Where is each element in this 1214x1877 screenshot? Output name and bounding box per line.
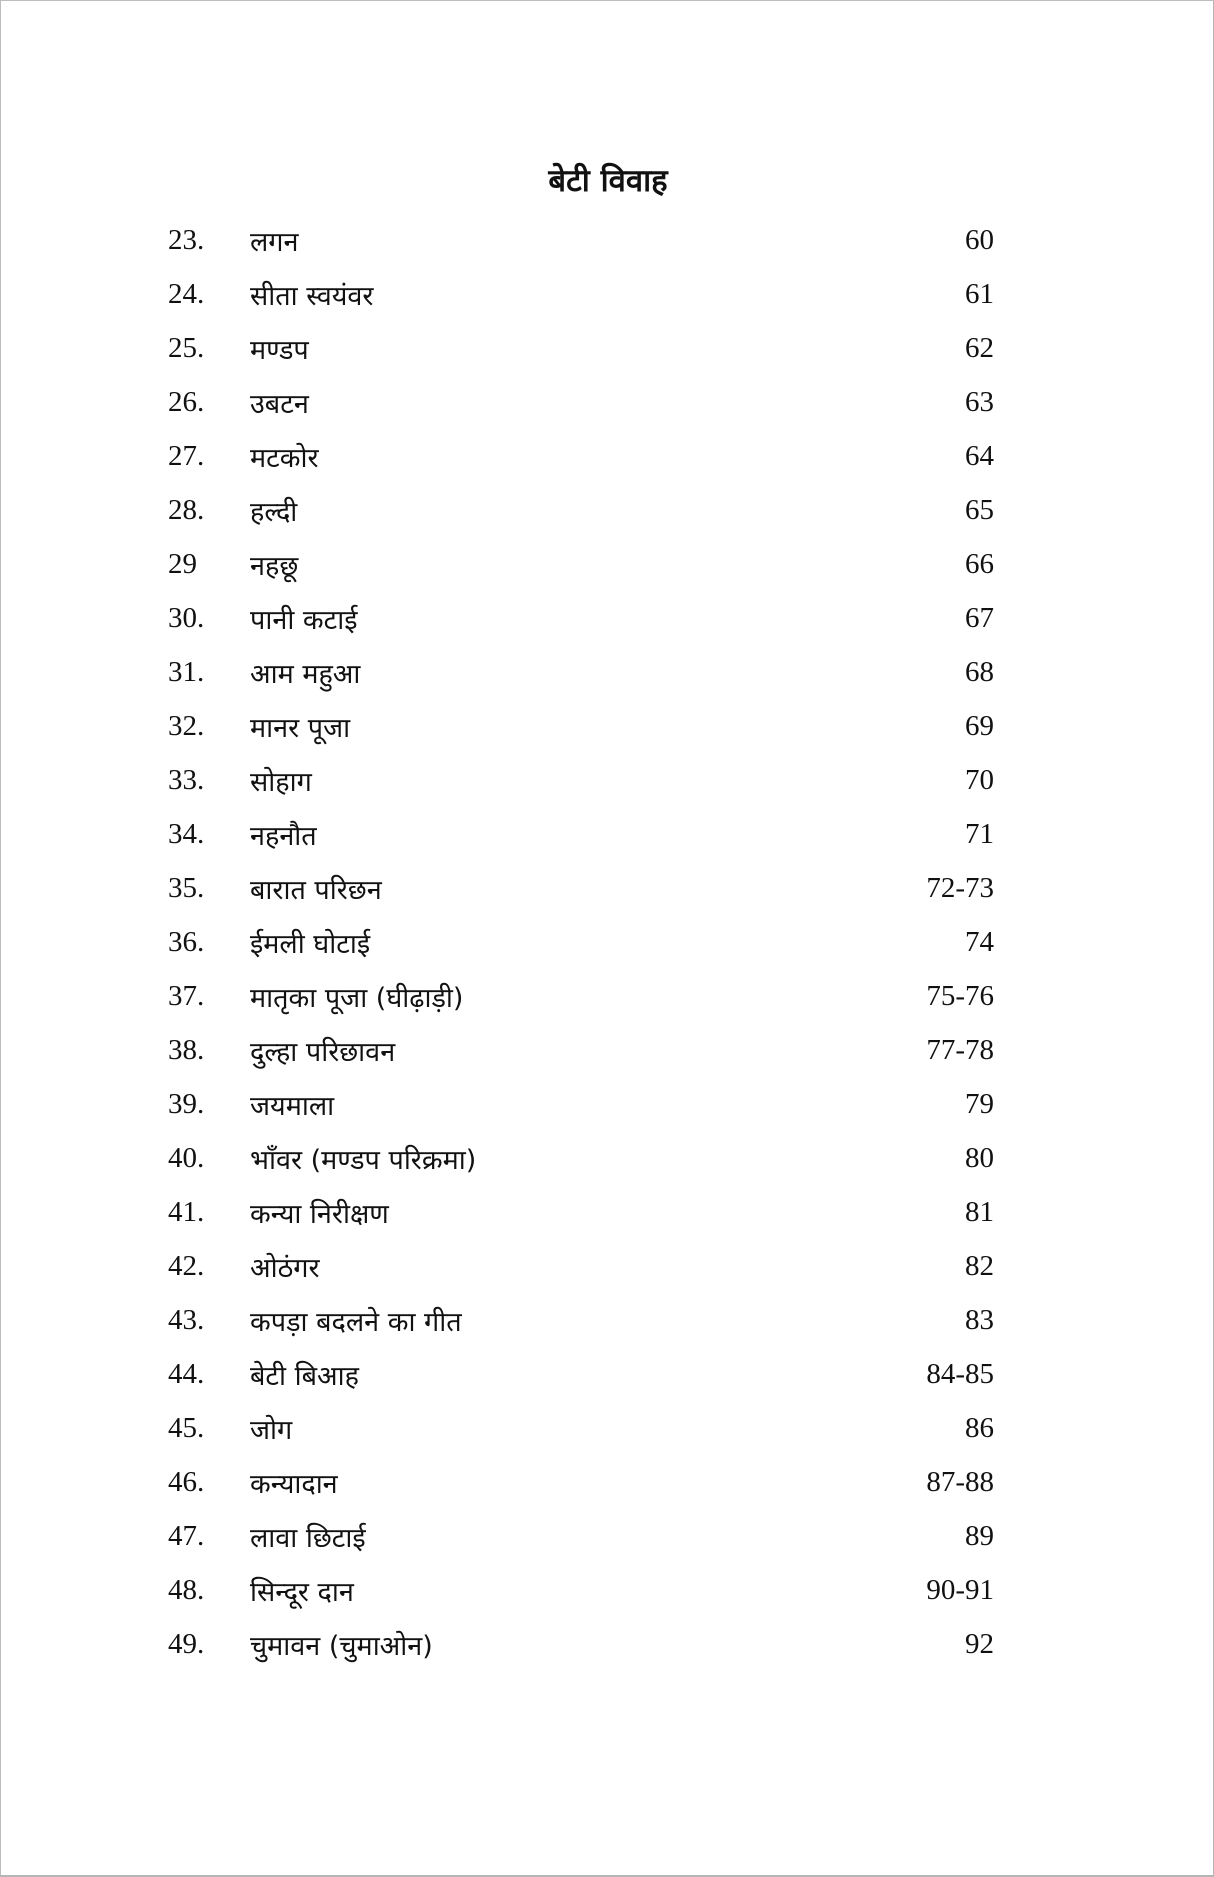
entry-page: 61 [965, 277, 994, 310]
entry-page: 62 [965, 331, 994, 364]
entry-title: आम महुआ [250, 658, 361, 690]
toc-entry[interactable] [168, 1509, 994, 1563]
entry-page: 80 [965, 1141, 994, 1174]
entry-page: 65 [965, 493, 994, 526]
entry-page: 86 [965, 1411, 994, 1444]
entry-number: 42. [168, 1249, 205, 1282]
entry-title: सीता स्वयंवर [250, 280, 374, 312]
entry-page: 64 [965, 439, 994, 472]
entry-number: 48. [168, 1573, 205, 1606]
entry-page: 67 [965, 601, 994, 634]
entry-number: 30. [168, 601, 205, 634]
entry-number: 26. [168, 385, 205, 418]
toc-entry[interactable] [168, 537, 994, 591]
entry-page: 72-73 [926, 871, 994, 904]
toc-entry[interactable] [168, 321, 994, 375]
entry-number: 47. [168, 1519, 205, 1552]
toc-entry[interactable] [168, 483, 994, 537]
entry-number: 36. [168, 925, 205, 958]
entry-number: 24. [168, 277, 205, 310]
entry-page: 71 [965, 817, 994, 850]
toc-entry[interactable] [168, 429, 994, 483]
toc-entry[interactable] [168, 375, 994, 429]
toc-entry[interactable] [168, 1455, 994, 1509]
toc-entry[interactable] [168, 1239, 994, 1293]
entry-title: जयमाला [250, 1090, 335, 1122]
entry-page: 82 [965, 1249, 994, 1282]
entry-number: 23. [168, 223, 205, 256]
entry-number: 38. [168, 1033, 205, 1066]
entry-number: 31. [168, 655, 205, 688]
entry-title: नहनौत [250, 820, 317, 852]
entry-title: ईमली घोटाई [250, 928, 371, 960]
entry-title: सिन्दूर दान [250, 1576, 354, 1608]
toc-entry[interactable] [168, 861, 994, 915]
entry-number: 35. [168, 871, 205, 904]
entry-number: 27. [168, 439, 205, 472]
entry-title: लावा छिटाई [250, 1522, 366, 1554]
entry-number: 29 [168, 547, 197, 580]
toc-entry[interactable] [168, 1293, 994, 1347]
toc-entry[interactable] [168, 1401, 994, 1455]
toc-entry[interactable] [168, 213, 994, 267]
toc-entry[interactable] [168, 1077, 994, 1131]
entry-title: लगन [250, 226, 299, 258]
entry-page: 68 [965, 655, 994, 688]
entry-page: 83 [965, 1303, 994, 1336]
toc-entry[interactable] [168, 1563, 994, 1617]
entry-number: 34. [168, 817, 205, 850]
entry-page: 75-76 [926, 979, 994, 1012]
toc-entry[interactable] [168, 1185, 994, 1239]
entry-title: सोहाग [250, 766, 312, 798]
entry-title: मटकोर [250, 442, 319, 474]
section-title: बेटी विवाह [548, 163, 668, 199]
entry-number: 44. [168, 1357, 205, 1390]
entry-title: मानर पूजा [250, 712, 351, 744]
entry-page: 89 [965, 1519, 994, 1552]
entry-title: चुमावन (चुमाओन) [250, 1630, 433, 1662]
entry-title: जोग [250, 1414, 293, 1446]
entry-number: 41. [168, 1195, 205, 1228]
entry-title: उबटन [250, 388, 309, 420]
entry-title: दुल्हा परिछावन [250, 1036, 396, 1068]
entry-title: हल्दी [250, 496, 298, 528]
entry-number: 49. [168, 1627, 205, 1660]
toc-entry[interactable] [168, 591, 994, 645]
toc-entry[interactable] [168, 1617, 994, 1671]
toc-entry[interactable] [168, 1131, 994, 1185]
entry-page: 90-91 [926, 1573, 994, 1606]
entry-page: 70 [965, 763, 994, 796]
toc-entry[interactable] [168, 915, 994, 969]
entry-page: 84-85 [926, 1357, 994, 1390]
entry-number: 43. [168, 1303, 205, 1336]
entry-title: कपड़ा बदलने का गीत [250, 1306, 462, 1338]
entry-page: 66 [965, 547, 994, 580]
entry-number: 37. [168, 979, 205, 1012]
toc-entry[interactable] [168, 267, 994, 321]
entry-title: बेटी बिआह [250, 1360, 359, 1392]
entry-page: 87-88 [926, 1465, 994, 1498]
toc-entry[interactable] [168, 807, 994, 861]
entry-title: पानी कटाई [250, 604, 358, 636]
entry-number: 40. [168, 1141, 205, 1174]
entry-number: 39. [168, 1087, 205, 1120]
entry-number: 33. [168, 763, 205, 796]
entry-title: कन्यादान [250, 1468, 338, 1500]
entry-number: 45. [168, 1411, 205, 1444]
entry-page: 60 [965, 223, 994, 256]
toc-entry[interactable] [168, 645, 994, 699]
entry-page: 81 [965, 1195, 994, 1228]
entry-title: कन्या निरीक्षण [250, 1198, 389, 1230]
toc-entry[interactable] [168, 969, 994, 1023]
entry-title: मण्डप [250, 334, 309, 366]
toc-entry[interactable] [168, 699, 994, 753]
toc-entry[interactable] [168, 1347, 994, 1401]
entry-title: बारात परिछन [250, 874, 382, 906]
toc-entry[interactable] [168, 1023, 994, 1077]
entry-page: 63 [965, 385, 994, 418]
entry-title: नहछू [250, 550, 299, 582]
entry-title: ओठंगर [250, 1252, 320, 1284]
entry-number: 32. [168, 709, 205, 742]
entry-page: 92 [965, 1627, 994, 1660]
entry-page: 77-78 [926, 1033, 994, 1066]
entry-title: मातृका पूजा (घीढ़ाड़ी) [250, 982, 464, 1014]
entry-number: 25. [168, 331, 205, 364]
entry-page: 74 [965, 925, 994, 958]
table-of-contents [168, 213, 994, 1671]
entry-title: भाँवर (मण्डप परिक्रमा) [250, 1144, 477, 1176]
toc-entry[interactable] [168, 753, 994, 807]
entry-number: 28. [168, 493, 205, 526]
entry-page: 79 [965, 1087, 994, 1120]
entry-number: 46. [168, 1465, 205, 1498]
entry-page: 69 [965, 709, 994, 742]
